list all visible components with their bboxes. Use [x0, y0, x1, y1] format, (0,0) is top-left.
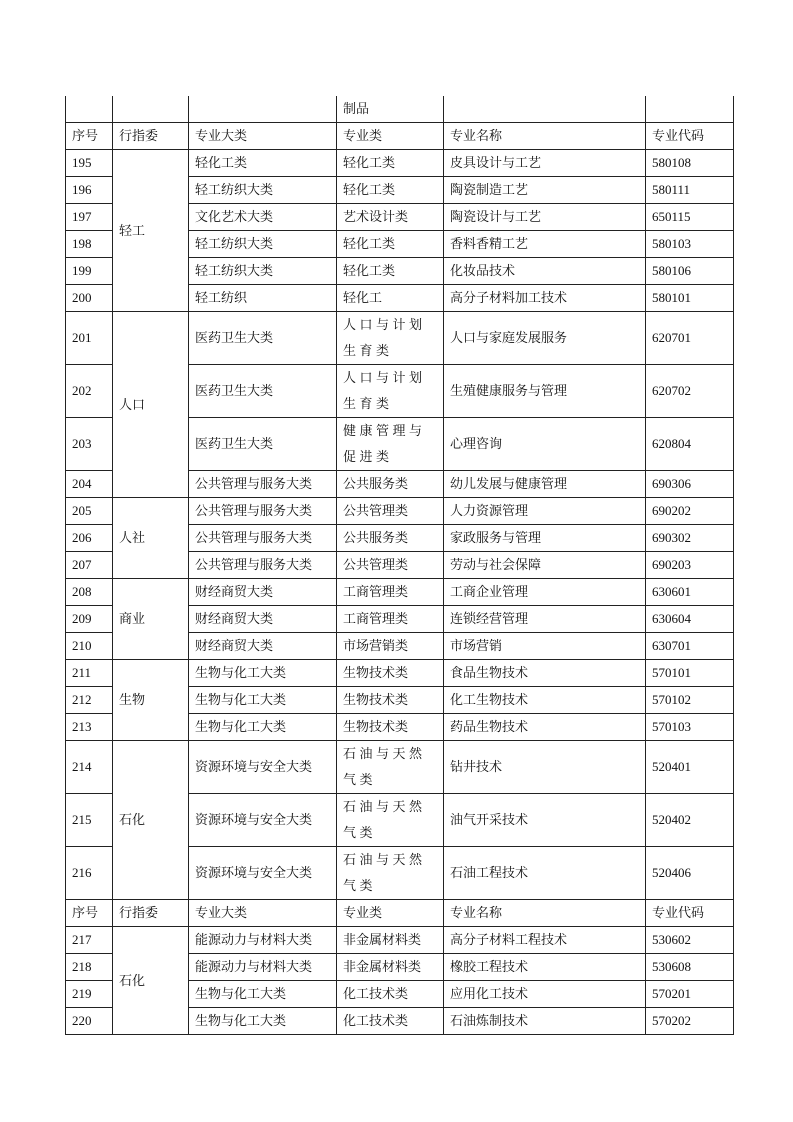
cell-major-category: 生物与化工大类 — [189, 687, 337, 714]
cell-major-name: 药品生物技术 — [444, 714, 646, 741]
cell-major-category: 医药卫生大类 — [189, 365, 337, 418]
cell-major-category: 生物与化工大类 — [189, 660, 337, 687]
cell-major-category: 财经商贸大类 — [189, 606, 337, 633]
cell-major-class: 非金属材料类 — [337, 927, 444, 954]
cell-major-name: 陶瓷设计与工艺 — [444, 204, 646, 231]
header-major-code: 专业代码 — [646, 900, 734, 927]
cell-seq: 203 — [66, 418, 113, 471]
table-row — [66, 660, 734, 687]
cell-seq: 200 — [66, 285, 113, 312]
cell-seq: 195 — [66, 150, 113, 177]
cell-major-category: 医药卫生大类 — [189, 312, 337, 365]
cell-seq: 207 — [66, 552, 113, 579]
cell-major-name: 人力资源管理 — [444, 498, 646, 525]
table-row — [66, 498, 734, 525]
cell-major-code: 570102 — [646, 687, 734, 714]
cell-major-category: 轻工纺织大类 — [189, 177, 337, 204]
cell-major-code: 580103 — [646, 231, 734, 258]
cell-major-code: 520406 — [646, 847, 734, 900]
table-row-continued — [66, 96, 734, 123]
cell-seq: 199 — [66, 258, 113, 285]
cell-major-class: 化工技术类 — [337, 1008, 444, 1035]
cell-major-category: 公共管理与服务大类 — [189, 552, 337, 579]
cell-seq: 216 — [66, 847, 113, 900]
cell-major-name: 皮具设计与工艺 — [444, 150, 646, 177]
header-major-name: 专业名称 — [444, 900, 646, 927]
header-major-class: 专业类 — [337, 900, 444, 927]
cell-major-category: 能源动力与材料大类 — [189, 927, 337, 954]
cell-major-name: 食品生物技术 — [444, 660, 646, 687]
cell-major-name: 连锁经营管理 — [444, 606, 646, 633]
cell-seq: 204 — [66, 471, 113, 498]
cell-seq: 196 — [66, 177, 113, 204]
cell-major-class: 轻化工类 — [337, 231, 444, 258]
cell-major-name: 工商企业管理 — [444, 579, 646, 606]
cell-major-code: 580101 — [646, 285, 734, 312]
cell-major-name: 高分子材料工程技术 — [444, 927, 646, 954]
cell-major-category: 医药卫生大类 — [189, 418, 337, 471]
cell-major-category: 生物与化工大类 — [189, 714, 337, 741]
cell-seq: 205 — [66, 498, 113, 525]
header-seq: 序号 — [66, 123, 113, 150]
header-committee: 行指委 — [113, 900, 189, 927]
cell-major-category — [189, 96, 337, 123]
cell-major-name: 油气开采技术 — [444, 794, 646, 847]
cell-major-code — [646, 96, 734, 123]
cell-major-name: 家政服务与管理 — [444, 525, 646, 552]
header-major-class: 专业类 — [337, 123, 444, 150]
cell-major-code: 520402 — [646, 794, 734, 847]
cell-committee: 石化 — [113, 927, 189, 1035]
cell-major-name — [444, 96, 646, 123]
cell-major-code: 580111 — [646, 177, 734, 204]
cell-major-category: 轻工纺织大类 — [189, 231, 337, 258]
cell-major-category: 生物与化工大类 — [189, 981, 337, 1008]
cell-major-category: 资源环境与安全大类 — [189, 847, 337, 900]
cell-major-class: 公共服务类 — [337, 471, 444, 498]
cell-seq: 202 — [66, 365, 113, 418]
header-major-category: 专业大类 — [189, 900, 337, 927]
cell-major-name: 心理咨询 — [444, 418, 646, 471]
cell-committee: 商业 — [113, 579, 189, 660]
cell-major-class: 公共管理类 — [337, 552, 444, 579]
cell-major-class: 轻化工类 — [337, 150, 444, 177]
cell-seq: 218 — [66, 954, 113, 981]
cell-seq: 206 — [66, 525, 113, 552]
cell-major-name: 石油工程技术 — [444, 847, 646, 900]
cell-major-code: 530608 — [646, 954, 734, 981]
cell-major-code: 580108 — [646, 150, 734, 177]
cell-seq: 213 — [66, 714, 113, 741]
cell-seq: 217 — [66, 927, 113, 954]
cell-seq: 208 — [66, 579, 113, 606]
cell-major-name: 应用化工技术 — [444, 981, 646, 1008]
header-committee: 行指委 — [113, 123, 189, 150]
cell-major-code: 570202 — [646, 1008, 734, 1035]
cell-major-class: 生物技术类 — [337, 687, 444, 714]
cell-major-class: 工商管理类 — [337, 606, 444, 633]
cell-major-class: 人口与计划生育类 — [337, 312, 444, 365]
cell-seq: 197 — [66, 204, 113, 231]
cell-major-code: 690306 — [646, 471, 734, 498]
cell-major-class: 化工技术类 — [337, 981, 444, 1008]
cell-seq: 210 — [66, 633, 113, 660]
cell-major-category: 文化艺术大类 — [189, 204, 337, 231]
cell-major-class: 生物技术类 — [337, 714, 444, 741]
cell-major-code: 630701 — [646, 633, 734, 660]
cell-committee: 石化 — [113, 741, 189, 900]
cell-major-category: 资源环境与安全大类 — [189, 794, 337, 847]
cell-major-code: 690202 — [646, 498, 734, 525]
cell-major-name: 人口与家庭发展服务 — [444, 312, 646, 365]
cell-major-name: 幼儿发展与健康管理 — [444, 471, 646, 498]
header-major-name: 专业名称 — [444, 123, 646, 150]
cell-major-name: 化妆品技术 — [444, 258, 646, 285]
cell-seq: 201 — [66, 312, 113, 365]
cell-major-category: 能源动力与材料大类 — [189, 954, 337, 981]
cell-seq: 214 — [66, 741, 113, 794]
cell-major-code: 690203 — [646, 552, 734, 579]
table-row — [66, 579, 734, 606]
cell-seq — [66, 96, 113, 123]
cell-major-class: 制品 — [337, 96, 444, 123]
table-body — [66, 96, 734, 1035]
cell-major-class: 轻化工类 — [337, 177, 444, 204]
table-row — [66, 312, 734, 365]
cell-major-category: 公共管理与服务大类 — [189, 525, 337, 552]
cell-major-class: 公共管理类 — [337, 498, 444, 525]
cell-major-code: 570201 — [646, 981, 734, 1008]
cell-major-name: 陶瓷制造工艺 — [444, 177, 646, 204]
cell-major-name: 橡胶工程技术 — [444, 954, 646, 981]
cell-major-class: 工商管理类 — [337, 579, 444, 606]
cell-major-name: 高分子材料加工技术 — [444, 285, 646, 312]
cell-major-code: 630604 — [646, 606, 734, 633]
cell-major-name: 化工生物技术 — [444, 687, 646, 714]
cell-major-code: 650115 — [646, 204, 734, 231]
cell-major-name: 石油炼制技术 — [444, 1008, 646, 1035]
cell-major-class: 公共服务类 — [337, 525, 444, 552]
table-header-row — [66, 123, 734, 150]
cell-major-category: 轻化工类 — [189, 150, 337, 177]
cell-seq: 220 — [66, 1008, 113, 1035]
cell-seq: 211 — [66, 660, 113, 687]
cell-major-category: 资源环境与安全大类 — [189, 741, 337, 794]
cell-major-class: 艺术设计类 — [337, 204, 444, 231]
cell-major-class: 石油与天然气类 — [337, 847, 444, 900]
cell-major-code: 580106 — [646, 258, 734, 285]
cell-major-class: 轻化工 — [337, 285, 444, 312]
cell-major-class: 轻化工类 — [337, 258, 444, 285]
cell-major-code: 620804 — [646, 418, 734, 471]
cell-major-name: 生殖健康服务与管理 — [444, 365, 646, 418]
cell-major-class: 市场营销类 — [337, 633, 444, 660]
cell-major-category: 轻工纺织 — [189, 285, 337, 312]
header-seq: 序号 — [66, 900, 113, 927]
cell-major-code: 530602 — [646, 927, 734, 954]
cell-major-category: 财经商贸大类 — [189, 579, 337, 606]
cell-major-name: 劳动与社会保障 — [444, 552, 646, 579]
cell-major-category: 轻工纺织大类 — [189, 258, 337, 285]
cell-major-code: 620702 — [646, 365, 734, 418]
cell-major-code: 620701 — [646, 312, 734, 365]
table-row — [66, 927, 734, 954]
table-header-row — [66, 900, 734, 927]
cell-major-code: 570103 — [646, 714, 734, 741]
cell-major-code: 570101 — [646, 660, 734, 687]
cell-major-code: 690302 — [646, 525, 734, 552]
header-major-category: 专业大类 — [189, 123, 337, 150]
cell-major-code: 630601 — [646, 579, 734, 606]
table-row — [66, 741, 734, 794]
cell-major-name: 钻井技术 — [444, 741, 646, 794]
cell-seq: 209 — [66, 606, 113, 633]
cell-major-name: 香料香精工艺 — [444, 231, 646, 258]
cell-seq: 215 — [66, 794, 113, 847]
cell-major-name: 市场营销 — [444, 633, 646, 660]
cell-committee: 轻工 — [113, 150, 189, 312]
majors-table — [65, 96, 734, 1035]
cell-major-category: 公共管理与服务大类 — [189, 471, 337, 498]
cell-major-class: 非金属材料类 — [337, 954, 444, 981]
cell-major-category: 公共管理与服务大类 — [189, 498, 337, 525]
cell-committee — [113, 96, 189, 123]
cell-major-class: 生物技术类 — [337, 660, 444, 687]
cell-seq: 198 — [66, 231, 113, 258]
header-major-code: 专业代码 — [646, 123, 734, 150]
cell-major-class: 石油与天然气类 — [337, 741, 444, 794]
cell-committee: 生物 — [113, 660, 189, 741]
cell-major-category: 财经商贸大类 — [189, 633, 337, 660]
cell-major-class: 健康管理与促进类 — [337, 418, 444, 471]
cell-major-class: 人口与计划生育类 — [337, 365, 444, 418]
cell-committee: 人社 — [113, 498, 189, 579]
cell-major-category: 生物与化工大类 — [189, 1008, 337, 1035]
cell-major-code: 520401 — [646, 741, 734, 794]
cell-seq: 219 — [66, 981, 113, 1008]
table-row — [66, 150, 734, 177]
cell-seq: 212 — [66, 687, 113, 714]
cell-major-class: 石油与天然气类 — [337, 794, 444, 847]
cell-committee: 人口 — [113, 312, 189, 498]
